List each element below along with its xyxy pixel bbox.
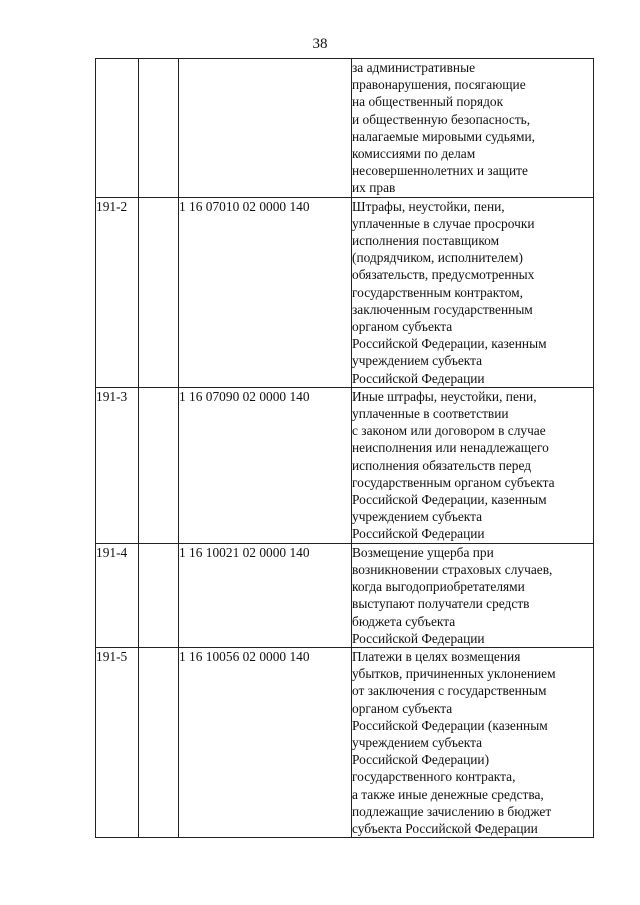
description-line: возникновении страховых случаев, [352, 561, 553, 577]
description-line: учреждением субъекта [352, 734, 483, 750]
code-cell: 1 16 10056 02 0000 140 [179, 647, 352, 837]
description-cell [352, 197, 594, 387]
empty-cell [139, 543, 179, 647]
description-line: на общественный порядок [352, 94, 504, 110]
description-line: государственного контракта, [352, 769, 516, 785]
code-cell: 1 16 10021 02 0000 140 [179, 543, 352, 647]
code-cell [179, 59, 352, 198]
row-number-cell: 191-3 [96, 387, 139, 543]
description-line: субъекта Российской Федерации [352, 820, 538, 836]
description-line: уплаченные в случае просрочки [352, 215, 535, 231]
description-line: исполнения поставщиком [352, 233, 500, 249]
description-line: когда выгодоприобретателями [352, 579, 525, 595]
description-line: за административные [352, 60, 476, 75]
description-line: Российской Федерации (казенным [352, 717, 548, 733]
description-line: органом субъекта [352, 319, 453, 335]
description-line: Иные штрафы, неустойки, пени, [352, 388, 537, 404]
description-line: заключенным государственным [352, 301, 533, 317]
table-row [96, 197, 594, 387]
description-line: выступают получатели средств [352, 596, 530, 612]
table-row [96, 59, 594, 198]
description-line: от заключения с государственным [352, 683, 547, 699]
description-line: государственным органом субъекта [352, 474, 555, 490]
description-line: государственным контрактом, [352, 284, 523, 300]
description-line: с законом или договором в случае [352, 423, 546, 439]
description-line: комиссиями по делам [352, 146, 476, 162]
description-line: Российской Федерации) [352, 752, 490, 768]
description-cell [352, 387, 594, 543]
description-line: Российской Федерации [352, 526, 485, 542]
table-row [96, 387, 594, 543]
row-number-cell: 191-4 [96, 543, 139, 647]
description-line: налагаемые мировыми судьями, [352, 128, 536, 144]
description-line: бюджета субъекта [352, 613, 456, 629]
page-number: 38 [312, 36, 328, 52]
empty-cell [139, 59, 179, 198]
description-line: их прав [352, 180, 396, 196]
table-row [96, 543, 594, 647]
row-number-cell: 191-2 [96, 197, 139, 387]
code-cell: 1 16 07090 02 0000 140 [179, 387, 352, 543]
description-line: правонарушения, посягающие [352, 77, 526, 93]
description-line: (подрядчиком, исполнителем) [352, 250, 523, 266]
table-row [96, 647, 594, 837]
code-cell: 1 16 07010 02 0000 140 [179, 197, 352, 387]
description-line: Штрафы, неустойки, пени, [352, 198, 505, 214]
description-line: Возмещение ущерба при [352, 544, 494, 560]
table-body [96, 59, 594, 838]
description-line: учреждением субъекта [352, 353, 483, 369]
row-number-cell [96, 59, 139, 198]
row-number-cell: 191-5 [96, 647, 139, 837]
description-line: учреждением субъекта [352, 509, 483, 525]
description-line: Платежи в целях возмещения [352, 648, 521, 664]
description-line: обязательств, предусмотренных [352, 267, 535, 283]
description-line: а также иные денежные средства, [352, 786, 544, 802]
description-line: Российской Федерации [352, 370, 485, 386]
empty-cell [139, 387, 179, 543]
description-line: Российской Федерации [352, 630, 485, 646]
description-line: убытков, причиненных уклонением [352, 666, 556, 682]
description-line: подлежащие зачислению в бюджет [352, 803, 552, 819]
description-line: и общественную безопасность, [352, 111, 531, 127]
description-cell [352, 647, 594, 837]
description-line: исполнения обязательств перед [352, 457, 532, 473]
description-line: Российской Федерации, казенным [352, 492, 547, 508]
description-line: неисполнения или ненадлежащего [352, 440, 549, 456]
description-line: органом субъекта [352, 700, 453, 716]
description-line: уплаченные в соответствии [352, 406, 509, 422]
revenue-codes-table [95, 58, 594, 838]
description-line: несовершеннолетних и защите [352, 163, 528, 179]
description-cell [352, 543, 594, 647]
description-line: Российской Федерации, казенным [352, 336, 547, 352]
empty-cell [139, 197, 179, 387]
description-cell [352, 59, 594, 198]
empty-cell [139, 647, 179, 837]
